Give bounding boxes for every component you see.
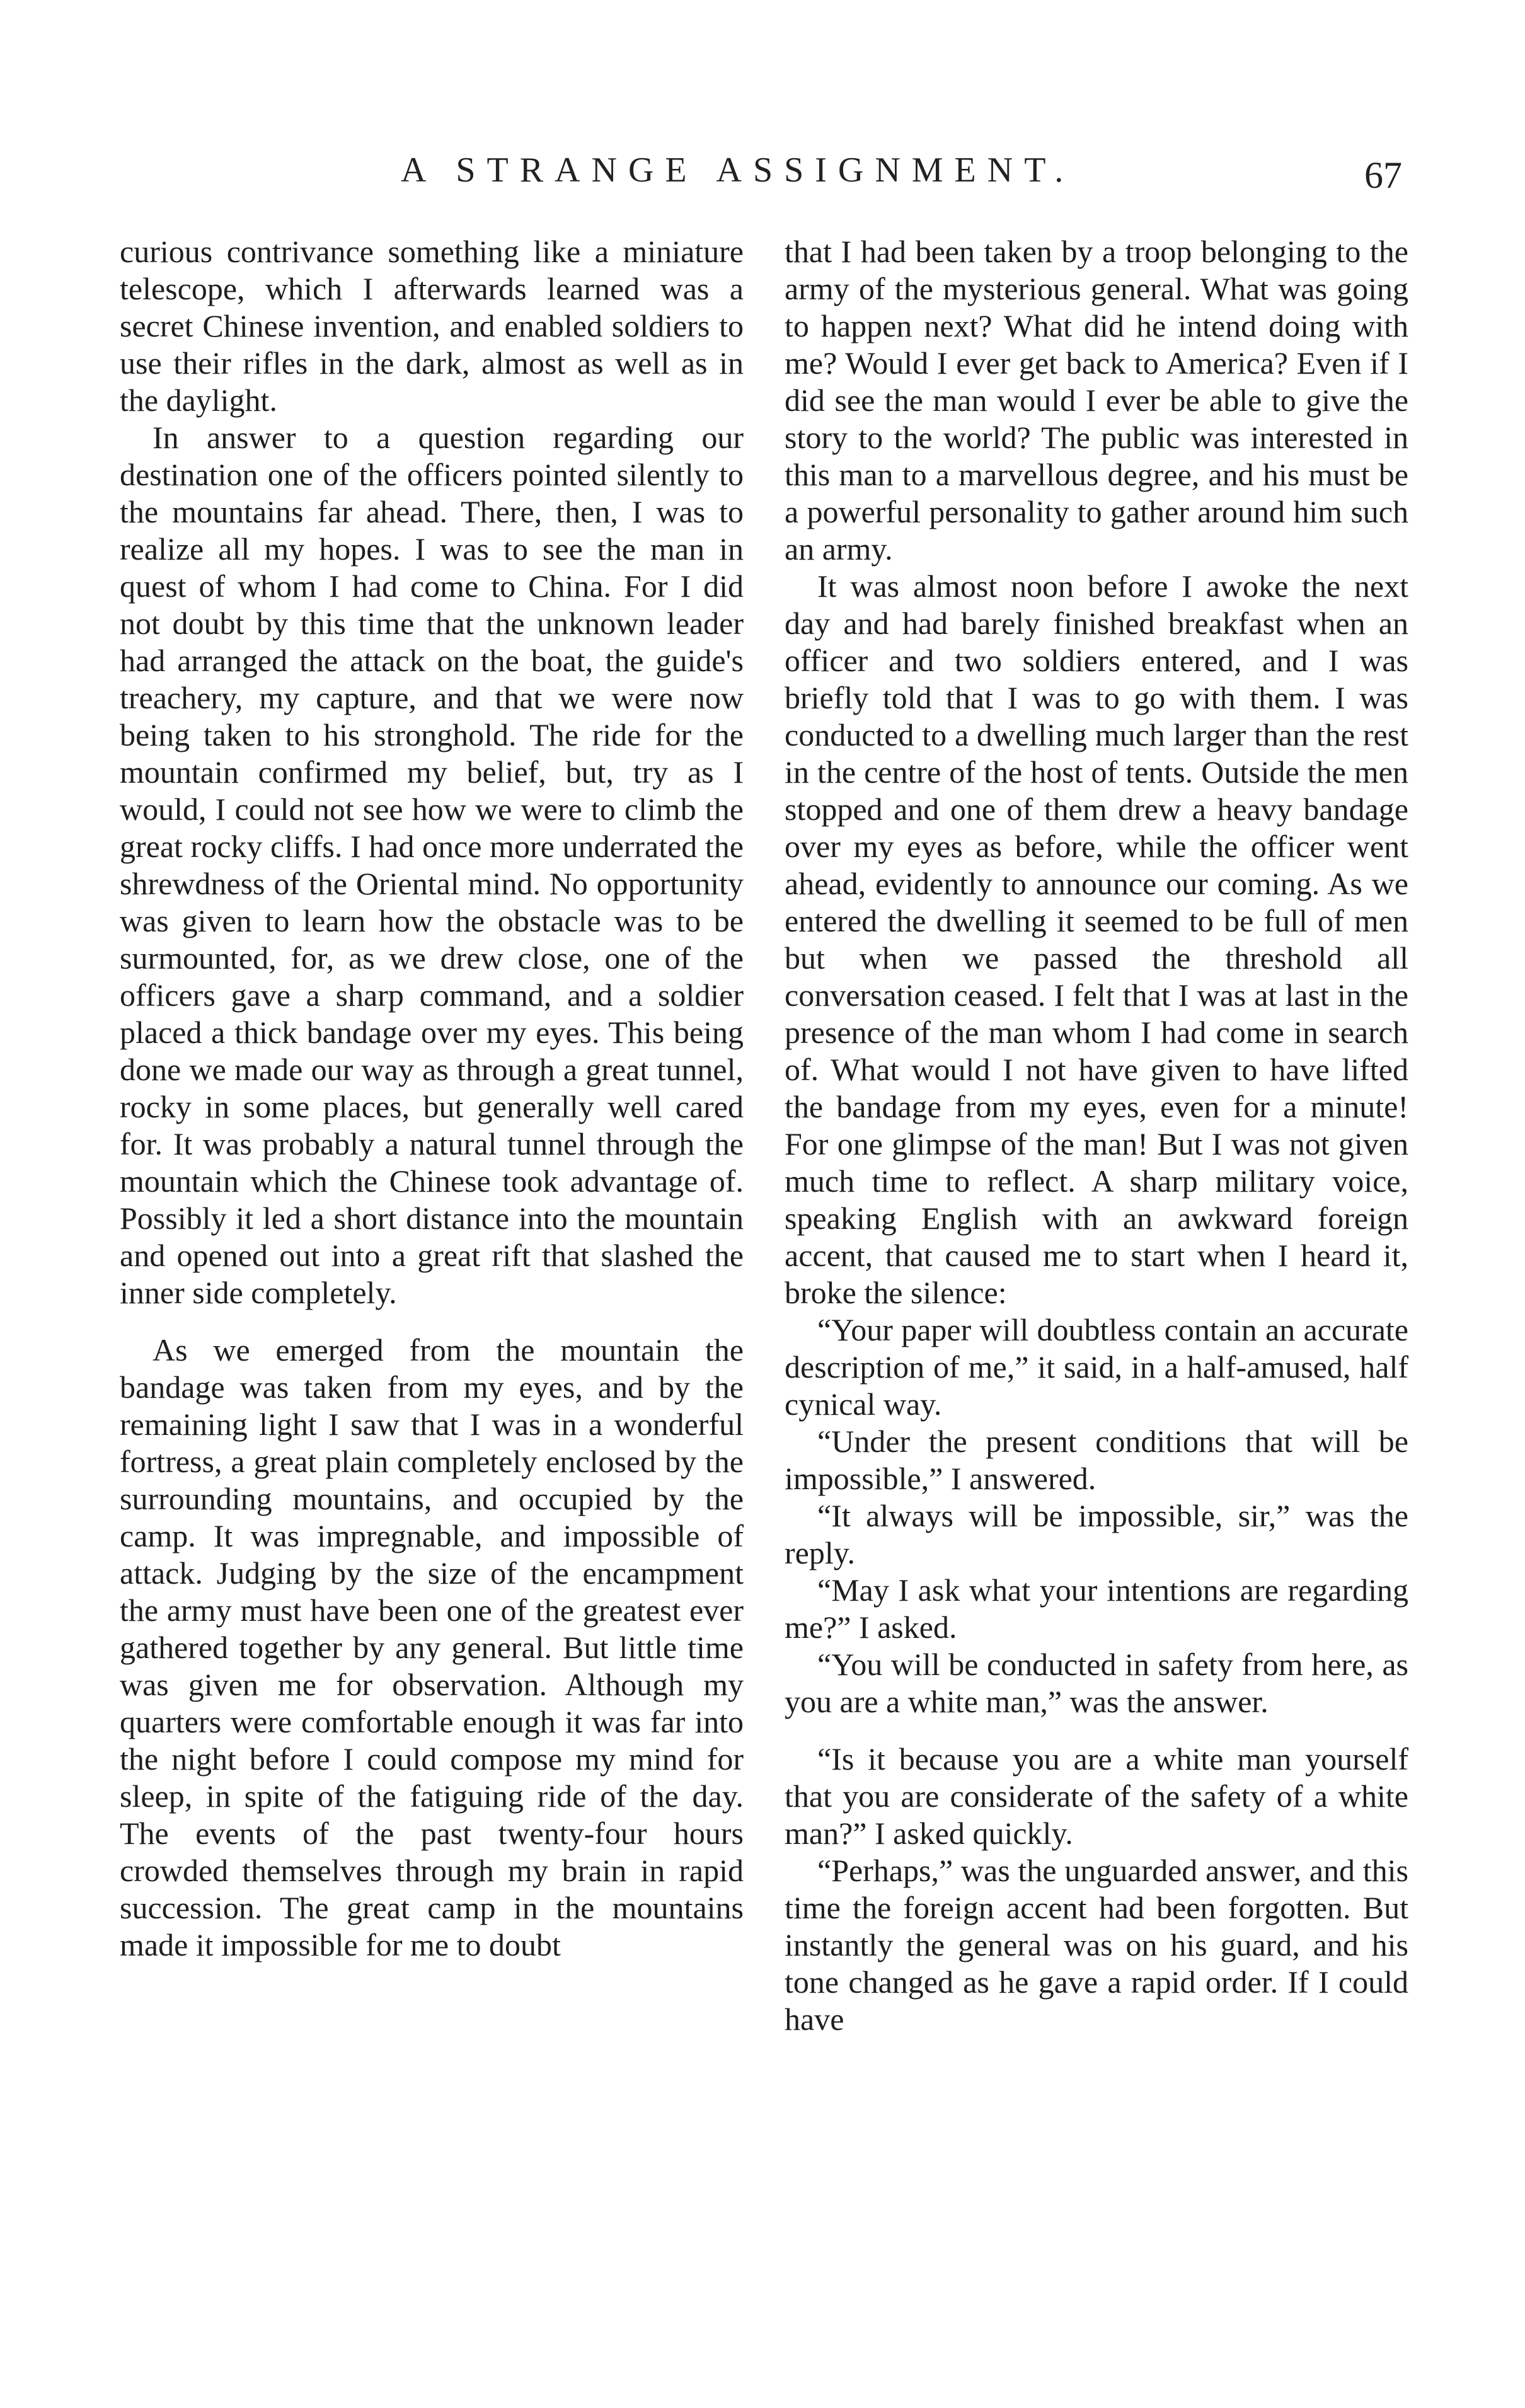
left-column — [120, 233, 744, 1964]
dialogue-paragraph: “Under the present conditions that will be impossible,” I answered. — [785, 1424, 1408, 1496]
dialogue-paragraph: “Your paper will doubtless contain an accurate description of me,” it said, in a half-amused, half cynical way. — [785, 1312, 1408, 1422]
running-title: A STRANGE ASSIGNMENT. — [401, 151, 1075, 190]
paragraph: curious contrivance something like a miniature telescope, which I afterwards learned was a secret Chinese invention, and enabled soldiers to use their rifles in the dark, almost as well as in the daylight. — [120, 234, 744, 418]
right-column — [785, 233, 1408, 2038]
paragraph: It was almost noon before I awoke the next day and had barely finished breakfast when an officer and two soldiers entered, and I was briefly told that I was to go with them. I was conducted to a dwelling much larger than the rest in the centre of the host of tents. Outside the men stopped and one of them drew a heavy bandage over my eyes as before, while the officer went ahead, evidently to announce our coming. As we entered the dwelling it seemed to be full of men but when we passed the threshold all conversation ceased. I felt that I was at last in the presence of the man whom I had come in search of. What would I not have given to have lifted the bandage from my eyes, even for a minute! For one glimpse of the man! But I was not given much time to reflect. A sharp military voice, speaking English with an awkward foreign accent, that caused me to start when I heard it, broke the silence: — [785, 568, 1408, 1310]
paragraph: that I had been taken by a troop belonging to the army of the mysterious general. What was going to happen next? What did he intend doing with me? Would I ever get back to America? Even if I did see the man would I ever be able to give the story to the world? The public was interested in this man to a marvellous degree, and his must be a powerful personality to gather around him such an army. — [785, 234, 1408, 567]
dialogue-paragraph: “Perhaps,” was the unguarded answer, and this time the foreign accent had been forgotten. But instantly the general was on his guard, and his tone changed as he gave a rapid order. If I could have — [785, 1853, 1408, 2037]
dialogue-paragraph: “May I ask what your intentions are regarding me?” I asked. — [785, 1572, 1408, 1645]
page-number: 67 — [1364, 154, 1402, 196]
paragraph: In answer to a question regarding our destination one of the officers pointed silently to the mountains far ahead. There, then, I was to realize all my hopes. I was to see the man in quest of whom I had come to China. For I did not doubt by this time that the unknown leader had arranged the attack on the boat, the guide's treachery, my capture, and that we were now being taken to his stronghold. The ride for the mountain confirmed my belief, but, try as I would, I could not see how we were to climb the great rocky cliffs. I had once more underrated the shrewdness of the Oriental mind. No opportunity was given to learn how the obstacle was to be surmounted, for, as we drew close, one of the officers gave a sharp command, and a soldier placed a thick bandage over my eyes. This being done we made our way as through a great tunnel, rocky in some places, but generally well cared for. It was probably a natural tunnel through the mountain which the Chinese took advantage of. Possibly it led a short distance into the mountain and opened out into a great rift that slashed the inner side completely. — [120, 420, 744, 1310]
paragraph: As we emerged from the mountain the bandage was taken from my eyes, and by the remaining light I saw that I was in a wonderful fortress, a great plain completely enclosed by the surrounding mountains, and occupied by the camp. It was impregnable, and impossible of attack. Judging by the size of the encampment the army must have been one of the greatest ever gathered together by any general. But little time was given me for observation. Although my quarters were comfortable enough it was far into the night before I could compose my mind for sleep, in spite of the fatiguing ride of the day. The events of the past twenty-four hours crowded themselves through my brain in rapid succession. The great camp in the mountains made it impossible for me to doubt — [120, 1332, 744, 1962]
dialogue-paragraph: “You will be conducted in safety from here, as you are a white man,” was the answer. — [785, 1647, 1408, 1719]
dialogue-paragraph: “Is it because you are a white man yourself that you are considerate of the safety of a white man?” I asked quickly. — [785, 1741, 1408, 1851]
dialogue-paragraph: “It always will be impossible, sir,” was the reply. — [785, 1498, 1408, 1570]
